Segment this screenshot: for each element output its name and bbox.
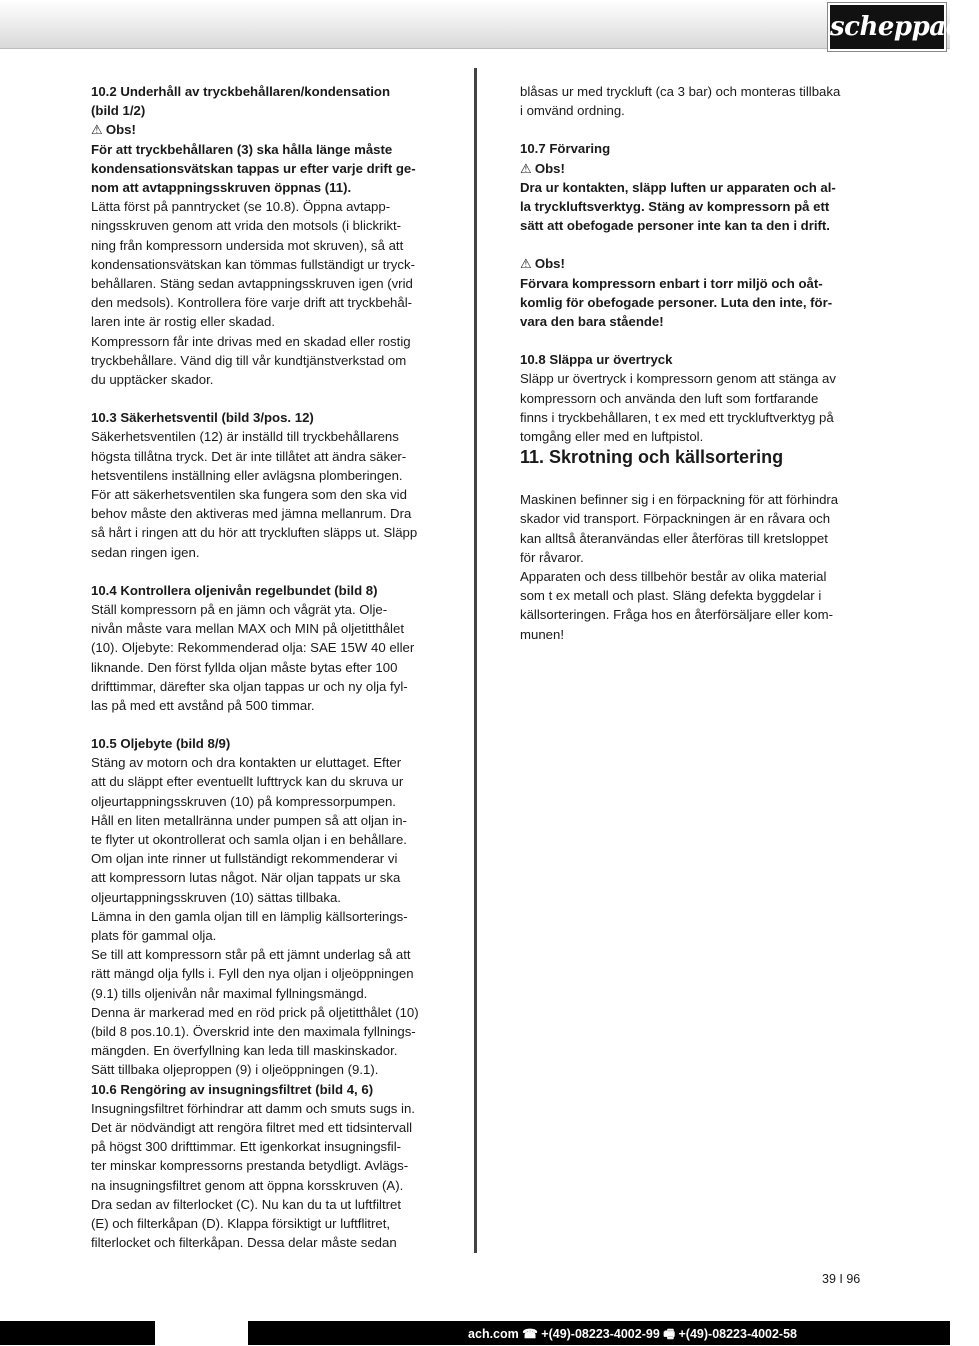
column-divider	[474, 68, 477, 1253]
body-line: oljeurtappningsskruven (10) på kompressorpumpen.	[91, 793, 396, 809]
body-line: att du släppt efter eventuellt lufttryck kan du skruva ur	[91, 774, 404, 790]
page-number: 39 I 96	[822, 1272, 861, 1286]
body-line: mängden. En överfyllning kan leda till maskinskador.	[91, 1043, 398, 1059]
left-column-top	[91, 82, 430, 715]
obs-label: Obs!	[534, 256, 565, 272]
body-line: Kompressorn får inte drivas med en skadad eller rostig	[91, 333, 411, 349]
section-10-2-title-line-1: 10.2 Underhåll av tryckbehållaren/kondensation	[91, 84, 391, 99]
body-line: i omvänd ordning.	[520, 103, 625, 119]
body-line: Maskinen befinner sig i en förpackning för att förhindra	[520, 492, 839, 508]
body-line: För att säkerhetsventilen ska fungera som den ska vid	[91, 487, 407, 503]
body-line: (E) och filterkåpan (D). Klappa försiktigt ur luftflitret,	[91, 1216, 391, 1232]
body-line: behov måste den aktiveras med jämna mellanrum. Dra	[91, 506, 412, 522]
body-line: blåsas ur med tryckluft (ca 3 bar) och monteras tillbaka	[520, 84, 841, 99]
body-line: hetsventilens inställning eller avlägsna plomberingen.	[91, 467, 403, 483]
body-line: Håll en liten metallränna under pumpen så att oljan in-	[91, 812, 407, 828]
body-line: plats för gammal olja.	[91, 928, 217, 944]
body-line: Lämna in den gamla oljan till en lämplig källsorterings-	[91, 908, 408, 924]
warning-triangle-icon: ⚠	[520, 256, 532, 272]
body-line: den medsols). Kontrollera före varje drift att tryckbehål-	[91, 295, 413, 311]
body-line: Ställ kompressorn på en jämn och vågrät yta. Olje-	[91, 602, 388, 618]
body-line: du upptäcker skador.	[91, 372, 214, 388]
warning-line: Förvara kompressorn enbart i torr miljö och oåt-	[520, 275, 823, 291]
body-line: tomgång eller med en luftpistol.	[520, 429, 704, 445]
warning-line: Dra ur kontakten, släpp luften ur apparaten och al-	[520, 179, 836, 195]
warning-line: kondensationsvätskan tappas ur efter varje drift ge-	[91, 160, 416, 176]
obs-label: Obs!	[105, 122, 136, 138]
section-11-title: 11. Skrotning och källsortering	[520, 447, 784, 468]
body-line: drifttimmar, därefter ska oljan tappas ur och ny olja fyl-	[91, 678, 408, 694]
section-10-5-title: 10.5 Oljebyte (bild 8/9)	[91, 736, 231, 751]
footer-white-block	[155, 1321, 248, 1345]
body-line: skador vid transport. Förpackningen är en råvara och	[520, 511, 831, 527]
body-line: filterlocket och filterkåpan. Dessa delar måste sedan	[91, 1235, 397, 1251]
section-10-8-title: 10.8 Släppa ur övertryck	[520, 352, 673, 368]
body-line: Lätta först på panntrycket (se 10.8). Öppna avtapp-	[91, 199, 391, 215]
body-line: Insugningsfiltret förhindrar att damm och smuts sugs in.	[91, 1100, 415, 1116]
body-line: (10). Oljebyte: Rekommenderad olja: SAE 15W 40 eller	[91, 640, 415, 656]
body-line: rätt mängd olja fylls i. Fyll den nya oljan i oljeöppningen	[91, 966, 414, 982]
body-line: munen!	[520, 626, 564, 642]
body-line: Apparaten och dess tillbehör består av olika material	[520, 569, 827, 585]
body-line: Säkerhetsventilen (12) är inställd till tryckbehållarens	[91, 429, 399, 445]
warning-line: För att tryckbehållaren (3) ska hålla länge måste	[91, 141, 393, 157]
warning-triangle-icon: ⚠	[520, 160, 532, 176]
warning-line: nom att avtappningsskruven öppnas (11).	[91, 180, 352, 196]
body-line: ter minskar kompressorns prestanda betydligt. Avlägs-	[91, 1158, 409, 1174]
body-line: tryckbehållare. Vänd dig till vår kundtjänstverkstad om	[91, 352, 407, 368]
body-line: som t ex metall och plast. Släng defekta byggdelar i	[520, 588, 822, 604]
body-line: för råvaror.	[520, 549, 584, 565]
body-line: oljeurtappningsskruven (10) sättas tillbaka.	[91, 889, 341, 905]
body-line: las på med ett avstånd på 500 timmar.	[91, 698, 315, 714]
body-line: (9.1) tills oljenivån når maximal fyllningsmängd.	[91, 985, 368, 1001]
obs-label: Obs!	[534, 160, 565, 176]
warning-triangle-icon: ⚠	[91, 122, 103, 138]
footer-contact: ach.com ☎ +(49)-08223-4002-99 🖷 +(49)-08223-4002-58	[468, 1327, 797, 1341]
body-line: Denna är markerad med en röd prick på oljetitthålet (10)	[91, 1004, 419, 1020]
footer-bar	[0, 1321, 950, 1345]
body-line: källsorteringen. Fråga hos en återförsäljare eller kom-	[520, 607, 833, 623]
body-line: sedan ringen igen.	[91, 544, 200, 560]
section-10-3-title: 10.3 Säkerhetsventil (bild 3/pos. 12)	[91, 410, 314, 426]
body-line: kan alltså återanvändas eller återföras till kretsloppet	[520, 530, 828, 546]
body-line: nivån måste vara mellan MAX och MIN på oljetitthålet	[91, 621, 404, 637]
body-line: kondensationsvätskan kan tömmas fullständigt ur tryck-	[91, 256, 415, 272]
body-line: på högst 300 drifttimmar. Ett igenkorkat insugningsfil-	[91, 1139, 402, 1155]
section-10-7-title: 10.7 Förvaring	[520, 141, 611, 157]
right-column	[520, 82, 860, 644]
body-line: Sätt tillbaka oljeproppen (9) i oljeöppningen (9.1).	[91, 1062, 379, 1078]
section-10-2-title-line-2: (bild 1/2)	[91, 103, 146, 119]
body-line: behållaren. Stäng sedan avtappningsskruven igen (vrid	[91, 276, 413, 292]
body-line: te flyter ut okontrollerat och samla oljan i en behållare.	[91, 832, 407, 848]
warning-line: vara den bara stående!	[520, 314, 664, 330]
body-line: ningsskruven genom att vrida den motsols (i blickrikt-	[91, 218, 402, 234]
body-line: liknande. Den först fyllda oljan måste bytas efter 100	[91, 659, 398, 675]
body-line: Stäng av motorn och dra kontakten ur eluttaget. Efter	[91, 755, 402, 771]
warning-line: sätt att obefogade personer inte kan ta den i drift.	[520, 218, 830, 234]
body-line: så hårt i ringen att du hör att tryckluften släpps ut. Släpp	[91, 525, 418, 541]
body-line: Se till att kompressorn står på ett jämnt underlag så att	[91, 947, 411, 963]
header-bar	[0, 0, 979, 49]
section-10-6-title: 10.6 Rengöring av insugningsfiltret (bild 4, 6)	[91, 1081, 374, 1097]
warning-line: komlig för obefogade personer. Luta den inte, för-	[520, 294, 833, 310]
body-line: ning från kompressorn undersida mot skruven), så att	[91, 237, 404, 253]
body-line: laren inte är rostig eller skadad.	[91, 314, 275, 330]
body-line: Det är nödvändigt att rengöra filtret med ett tidsintervall	[91, 1120, 413, 1136]
body-line: Om oljan inte rinner ut fullständigt rekommenderar vi	[91, 851, 398, 867]
body-line: Dra sedan av filterlocket (C). Nu kan du ta ut luftfiltret	[91, 1196, 402, 1212]
obs-notice	[91, 120, 430, 139]
obs-notice	[520, 159, 860, 178]
body-line: högsta tillåtna tryck. Det är inte tillåtet att ändra säker-	[91, 448, 407, 464]
body-line: kompressorn och använda den luft som fortfarande	[520, 390, 819, 406]
body-line: att kompressorn lutas något. När oljan tappats ur ska	[91, 870, 401, 886]
body-line: finns i tryckbehållaren, t ex med ett tryckluftverktyg på	[520, 409, 834, 425]
left-column-bottom	[91, 734, 430, 1252]
body-line: na insugningsfiltret genom att öppna korsskruven (A).	[91, 1177, 404, 1193]
body-line: (bild 8 pos.10.1). Överskrid inte den maximala fyllnings-	[91, 1024, 416, 1040]
body-line: Släpp ur övertryck i kompressorn genom att stänga av	[520, 371, 836, 387]
section-10-4-title: 10.4 Kontrollera oljenivån regelbundet (bild 8)	[91, 582, 378, 598]
obs-notice	[520, 254, 860, 273]
warning-line: la tryckluftsverktyg. Stäng av kompressorn på ett	[520, 199, 830, 215]
brand-logo: scheppach	[828, 3, 946, 51]
